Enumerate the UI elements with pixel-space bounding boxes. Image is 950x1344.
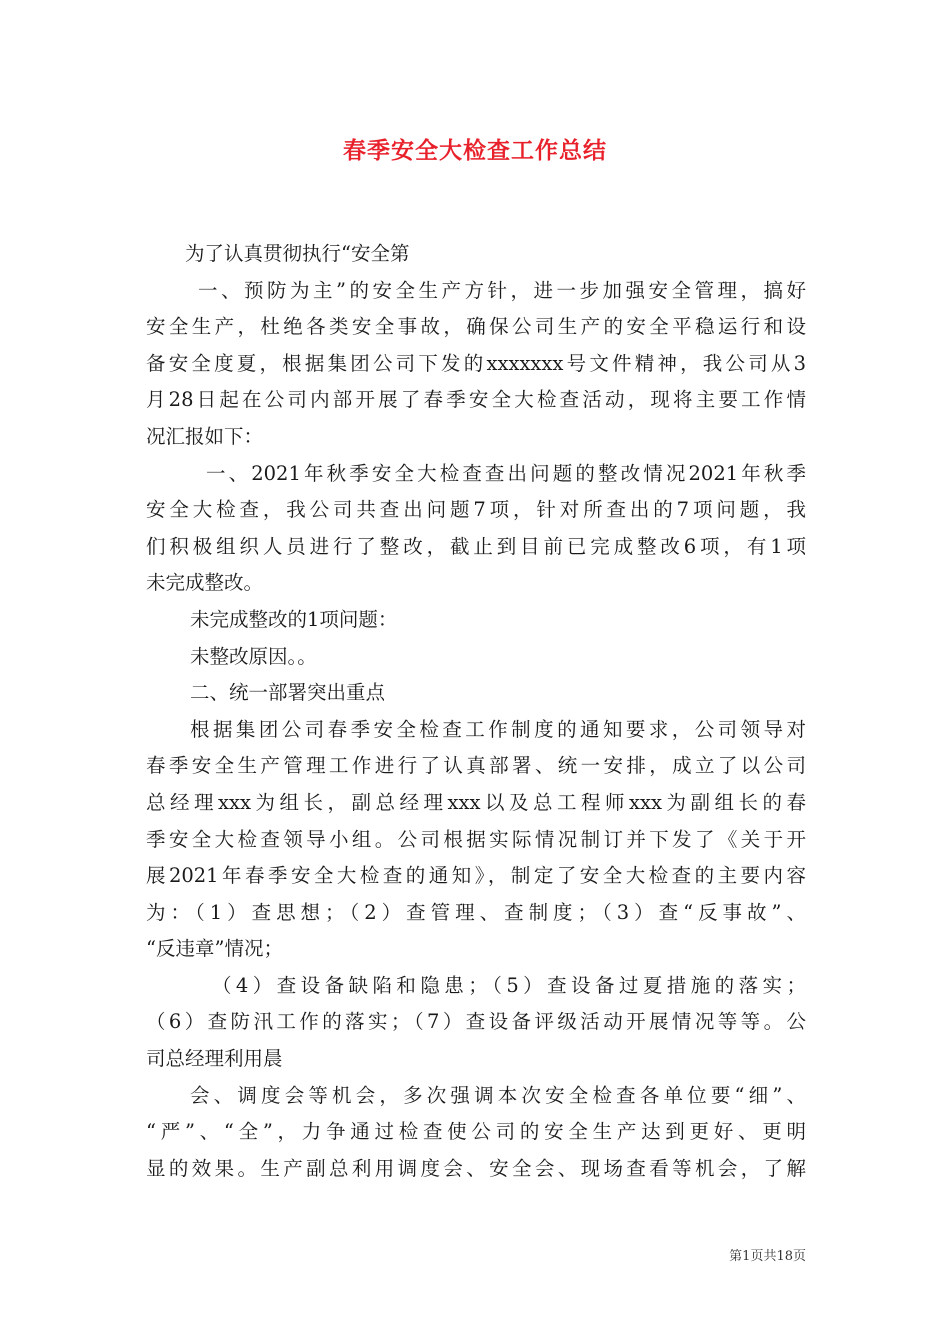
text-line: 况汇报如下： (146, 424, 264, 448)
text-line: （6）查防汛工作的落实；（7）查设备评级活动开展情况等等。公 (146, 1010, 806, 1034)
text-line: 根据集团公司春季安全检查工作制度的通知要求，公司领导对 (190, 717, 806, 741)
text-line: 未完成整改的1项问题： (190, 607, 398, 631)
document-title: 春季安全大检查工作总结 (343, 137, 607, 164)
text-line: 会、调度会等机会，多次强调本次安全检查各单位要“细”、 (190, 1083, 806, 1107)
text-line: “严”、“全”，力争通过检查使公司的安全生产达到更好、更明 (146, 1120, 806, 1144)
text-line: 一、2021年秋季安全大检查查出问题的整改情况2021年秋季 (206, 461, 806, 485)
text-line: 未整改原因。。 (190, 644, 317, 668)
text-line: 二、统一部署突出重点 (190, 681, 386, 705)
text-line: 们积极组织人员进行了整改，截止到目前已完成整改6项，有1项 (146, 534, 806, 558)
text-line: 春季安全生产管理工作进行了认真部署、统一安排，成立了以公司 (146, 754, 806, 778)
text-line: “反违章”情况； (146, 937, 283, 961)
text-line: 为：（1）查思想；（2）查管理、查制度；（3）查“反事故”、 (146, 900, 806, 924)
text-line: 司总经理利用晨 (146, 1047, 283, 1071)
text-line: （4）查设备缺陷和隐患；（5）查设备过夏措施的落实； (212, 973, 806, 997)
page-number: 第1页共18页 (729, 1249, 806, 1264)
text-line: 为了认真贯彻执行“安全第 (185, 242, 410, 265)
text-line: 总经理xxx为组长，副总经理xxx以及总工程师xxx为副组长的春 (146, 790, 806, 814)
text-line: 安全大检查，我公司共查出问题7项，针对所查出的7项问题，我 (146, 498, 806, 522)
text-line: 显的效果。生产副总利用调度会、安全会、现场查看等机会，了解 (146, 1156, 806, 1180)
text-line: 备安全度夏，根据集团公司下发的xxxxxxx号文件精神，我公司从3 (146, 351, 806, 375)
document-body (146, 236, 806, 1187)
text-line: 一、预防为主”的安全生产方针，进一步加强安全管理，搞好 (198, 278, 806, 302)
text-line: 展2021年春季安全大检查的通知》，制定了安全大检查的主要内容 (146, 864, 806, 888)
text-line: 未完成整改。 (146, 571, 264, 595)
text-line: 安全生产，杜绝各类安全事故，确保公司生产的安全平稳运行和设 (146, 315, 806, 339)
text-line: 季安全大检查领导小组。公司根据实际情况制订并下发了《关于开 (146, 827, 806, 851)
text-line: 月28日起在公司内部开展了春季安全大检查活动，现将主要工作情 (146, 388, 806, 412)
